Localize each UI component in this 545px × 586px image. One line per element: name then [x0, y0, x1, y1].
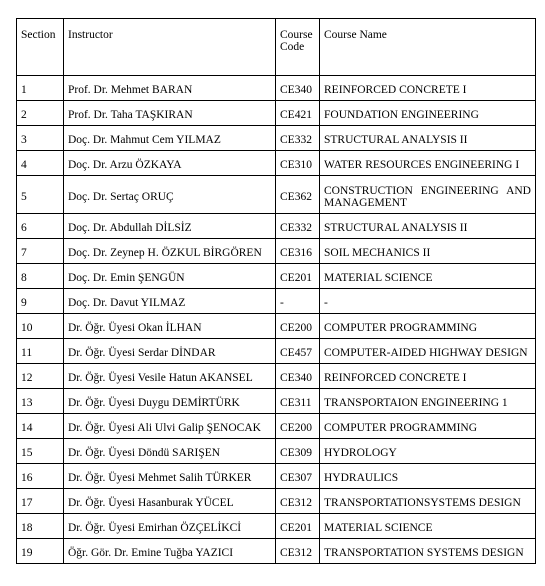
cell-section: 17	[17, 489, 64, 514]
header-row	[17, 19, 536, 76]
cell-course-name: COMPUTER-AIDED HIGHWAY DESIGN	[320, 339, 536, 364]
course-assignment-document	[16, 18, 536, 564]
cell-instructor: Dr. Öğr. Üyesi Okan İLHAN	[64, 314, 276, 339]
cell-instructor: Dr. Öğr. Üyesi Emirhan ÖZÇELİKCİ	[64, 514, 276, 539]
cell-course-name: HYDROLOGY	[320, 439, 536, 464]
table-row	[17, 364, 536, 389]
cell-course-code: CE200	[276, 314, 320, 339]
table-row	[17, 239, 536, 264]
cell-instructor: Prof. Dr. Mehmet BARAN	[64, 76, 276, 101]
cell-section: 14	[17, 414, 64, 439]
cell-course-name: WATER RESOURCES ENGINEERING I	[320, 151, 536, 176]
cell-course-name: MATERIAL SCIENCE	[320, 514, 536, 539]
cell-instructor: Doç. Dr. Sertaç ORUÇ	[64, 176, 276, 214]
cell-course-code: CE311	[276, 389, 320, 414]
cell-section: 4	[17, 151, 64, 176]
cell-instructor: Dr. Öğr. Üyesi Döndü SARIŞEN	[64, 439, 276, 464]
table-row	[17, 214, 536, 239]
table-row	[17, 264, 536, 289]
cell-course-name: STRUCTURAL ANALYSIS II	[320, 126, 536, 151]
cell-section: 16	[17, 464, 64, 489]
cell-section: 13	[17, 389, 64, 414]
table-row	[17, 126, 536, 151]
cell-section: 1	[17, 76, 64, 101]
header-course-code: Course Code	[276, 19, 320, 76]
cell-course-code: CE307	[276, 464, 320, 489]
cell-course-code: CE316	[276, 239, 320, 264]
cell-section: 8	[17, 264, 64, 289]
cell-instructor: Doç. Dr. Mahmut Cem YILMAZ	[64, 126, 276, 151]
cell-course-name: TRANSPORTATION SYSTEMS DESIGN	[320, 539, 536, 564]
cell-instructor: Doç. Dr. Abdullah DİLSİZ	[64, 214, 276, 239]
cell-course-name: MATERIAL SCIENCE	[320, 264, 536, 289]
cell-course-code: -	[276, 289, 320, 314]
cell-course-code: CE457	[276, 339, 320, 364]
cell-instructor: Doç. Dr. Arzu ÖZKAYA	[64, 151, 276, 176]
cell-course-code: CE201	[276, 264, 320, 289]
cell-section: 9	[17, 289, 64, 314]
cell-section: 10	[17, 314, 64, 339]
cell-course-code: CE310	[276, 151, 320, 176]
cell-instructor: Doç. Dr. Davut YILMAZ	[64, 289, 276, 314]
table-body	[17, 76, 536, 564]
cell-course-name: SOIL MECHANICS II	[320, 239, 536, 264]
cell-course-name: HYDRAULICS	[320, 464, 536, 489]
table-row	[17, 289, 536, 314]
table-row	[17, 176, 536, 214]
cell-instructor: Dr. Öğr. Üyesi Duygu DEMİRTÜRK	[64, 389, 276, 414]
table-row	[17, 101, 536, 126]
cell-course-name: TRANSPORTATIONSYSTEMS DESIGN	[320, 489, 536, 514]
cell-instructor: Dr. Öğr. Üyesi Serdar DİNDAR	[64, 339, 276, 364]
cell-course-name: FOUNDATION ENGINEERING	[320, 101, 536, 126]
header-course-name: Course Name	[320, 19, 536, 76]
cell-section: 19	[17, 539, 64, 564]
table-row	[17, 514, 536, 539]
cell-section: 6	[17, 214, 64, 239]
cell-section: 15	[17, 439, 64, 464]
cell-course-code: CE312	[276, 489, 320, 514]
cell-course-name: TRANSPORTAION ENGINEERING 1	[320, 389, 536, 414]
cell-section: 3	[17, 126, 64, 151]
cell-instructor: Öğr. Gör. Dr. Emine Tuğba YAZICI	[64, 539, 276, 564]
table-row	[17, 76, 536, 101]
cell-course-code: CE201	[276, 514, 320, 539]
table-row	[17, 414, 536, 439]
cell-instructor: Dr. Öğr. Üyesi Ali Ulvi Galip ŞENOCAK	[64, 414, 276, 439]
cell-instructor: Doç. Dr. Emin ŞENGÜN	[64, 264, 276, 289]
cell-course-code: CE340	[276, 76, 320, 101]
table-row	[17, 389, 536, 414]
cell-course-name: -	[320, 289, 536, 314]
table-row	[17, 151, 536, 176]
cell-course-name: STRUCTURAL ANALYSIS II	[320, 214, 536, 239]
table-row	[17, 339, 536, 364]
cell-course-code: CE362	[276, 176, 320, 214]
cell-course-code: CE340	[276, 364, 320, 389]
cell-course-name: CONSTRUCTION ENGINEERING AND MANAGEMENT	[320, 176, 536, 214]
cell-instructor: Dr. Öğr. Üyesi Mehmet Salih TÜRKER	[64, 464, 276, 489]
cell-course-code: CE312	[276, 539, 320, 564]
course-table	[16, 18, 536, 564]
table-row	[17, 489, 536, 514]
cell-instructor: Dr. Öğr. Üyesi Vesile Hatun AKANSEL	[64, 364, 276, 389]
table-row	[17, 439, 536, 464]
cell-section: 18	[17, 514, 64, 539]
cell-course-code: CE200	[276, 414, 320, 439]
header-section: Section	[17, 19, 64, 76]
cell-section: 2	[17, 101, 64, 126]
header-instructor: Instructor	[64, 19, 276, 76]
cell-instructor: Prof. Dr. Taha TAŞKIRAN	[64, 101, 276, 126]
cell-course-code: CE332	[276, 126, 320, 151]
cell-section: 7	[17, 239, 64, 264]
cell-course-code: CE332	[276, 214, 320, 239]
cell-section: 12	[17, 364, 64, 389]
cell-course-name: COMPUTER PROGRAMMING	[320, 414, 536, 439]
table-row	[17, 314, 536, 339]
cell-course-name: REINFORCED CONCRETE I	[320, 364, 536, 389]
cell-instructor: Dr. Öğr. Üyesi Hasanburak YÜCEL	[64, 489, 276, 514]
cell-course-code: CE421	[276, 101, 320, 126]
cell-course-name: COMPUTER PROGRAMMING	[320, 314, 536, 339]
cell-section: 5	[17, 176, 64, 214]
table-row	[17, 539, 536, 564]
cell-instructor: Doç. Dr. Zeynep H. ÖZKUL BİRGÖREN	[64, 239, 276, 264]
cell-section: 11	[17, 339, 64, 364]
cell-course-name: REINFORCED CONCRETE I	[320, 76, 536, 101]
cell-course-code: CE309	[276, 439, 320, 464]
table-row	[17, 464, 536, 489]
